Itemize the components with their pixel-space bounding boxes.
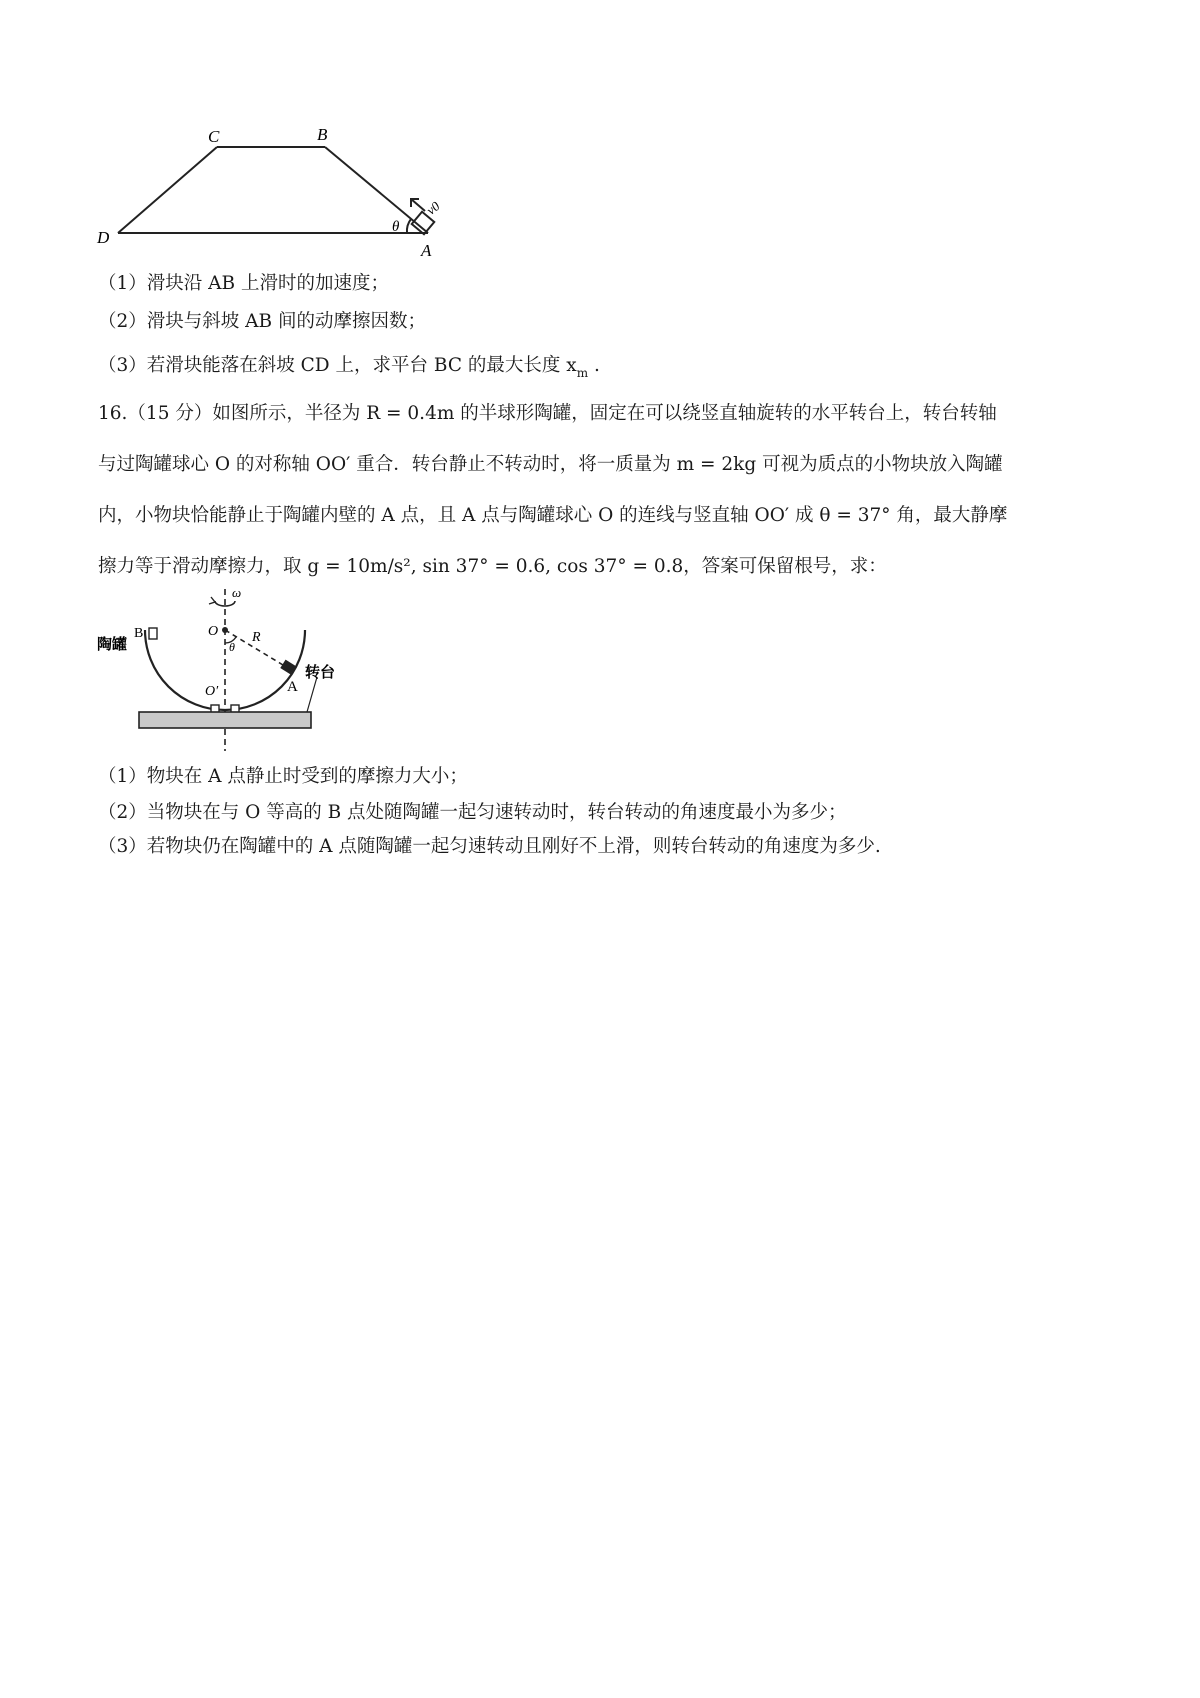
rotation-arrowhead <box>209 597 215 604</box>
q16-line-4: 擦力等于滑动摩擦力，取 g = 10m/s², sin 37° = 0.6, cos 37° = 0.8，答案可保留根号，求： <box>98 556 887 577</box>
label-theta-16: θ <box>229 640 235 654</box>
q16-jar-turntable-diagram <box>95 585 355 755</box>
q15-item-2: （2）滑块与斜坡 AB 间的动摩擦因数； <box>98 311 426 332</box>
q15-item-3 <box>98 354 600 385</box>
label-jar: 陶罐 <box>97 637 128 653</box>
q16-item-2: （2）当物块在与 O 等高的 B 点处随陶罐一起匀速转动时，转台转动的角速度最小为多少； <box>98 802 847 823</box>
label-o-prime: O′ <box>205 684 219 699</box>
slope-ab <box>325 147 428 233</box>
block-at-b <box>149 628 157 639</box>
theta-arc <box>407 219 411 233</box>
label-omega: ω <box>232 585 242 600</box>
q16-line-1: 16.（15 分）如图所示，半径为 R = 0.4m 的半球形陶罐，固定在可以绕竖直轴旋转的水平转台上，转台转轴 <box>98 403 997 424</box>
label-a-16: A <box>287 679 298 695</box>
label-c: C <box>208 127 220 146</box>
q15-item-3-end: . <box>588 355 600 376</box>
label-d: D <box>97 228 110 247</box>
q16-line-3: 内，小物块恰能静止于陶罐内壁的 A 点，且 A 点与陶罐球心 O 的连线与竖直轴 OO′ 成 θ = 37° 角，最大静摩 <box>98 505 1008 526</box>
label-b: B <box>317 125 328 144</box>
label-turntable: 转台 <box>305 665 336 681</box>
label-o: O <box>208 624 219 639</box>
label-b-16: B <box>134 626 144 641</box>
q16-item-1: （1）物块在 A 点静止时受到的摩擦力大小； <box>98 766 468 787</box>
label-theta: θ <box>392 219 400 235</box>
turntable-plate <box>139 712 311 728</box>
q15-item-1: （1）滑块沿 AB 上滑时的加速度； <box>98 273 389 294</box>
q15-incline-diagram <box>85 115 465 265</box>
slope-cd <box>118 147 217 233</box>
q16-line-2: 与过陶罐球心 O 的对称轴 OO′ 重合．转台静止不转动时，将一质量为 m = 2kg 可视为质点的小物块放入陶罐 <box>98 454 1003 475</box>
q16-stem <box>98 388 1108 592</box>
q15-item-3-text: （3）若滑块能落在斜坡 CD 上，求平台 BC 的最大长度 x <box>98 355 577 376</box>
label-a: A <box>421 241 432 260</box>
q15-item-3-subscript: m <box>576 366 589 380</box>
label-v0: v0 <box>423 198 443 218</box>
label-r: R <box>252 630 261 645</box>
turntable-leader <box>307 677 317 712</box>
q16-item-3: （3）若物块仍在陶罐中的 A 点随陶罐一起匀速转动且刚好不上滑，则转台转动的角速度为多少. <box>98 836 881 857</box>
v0-arrow <box>411 199 425 211</box>
